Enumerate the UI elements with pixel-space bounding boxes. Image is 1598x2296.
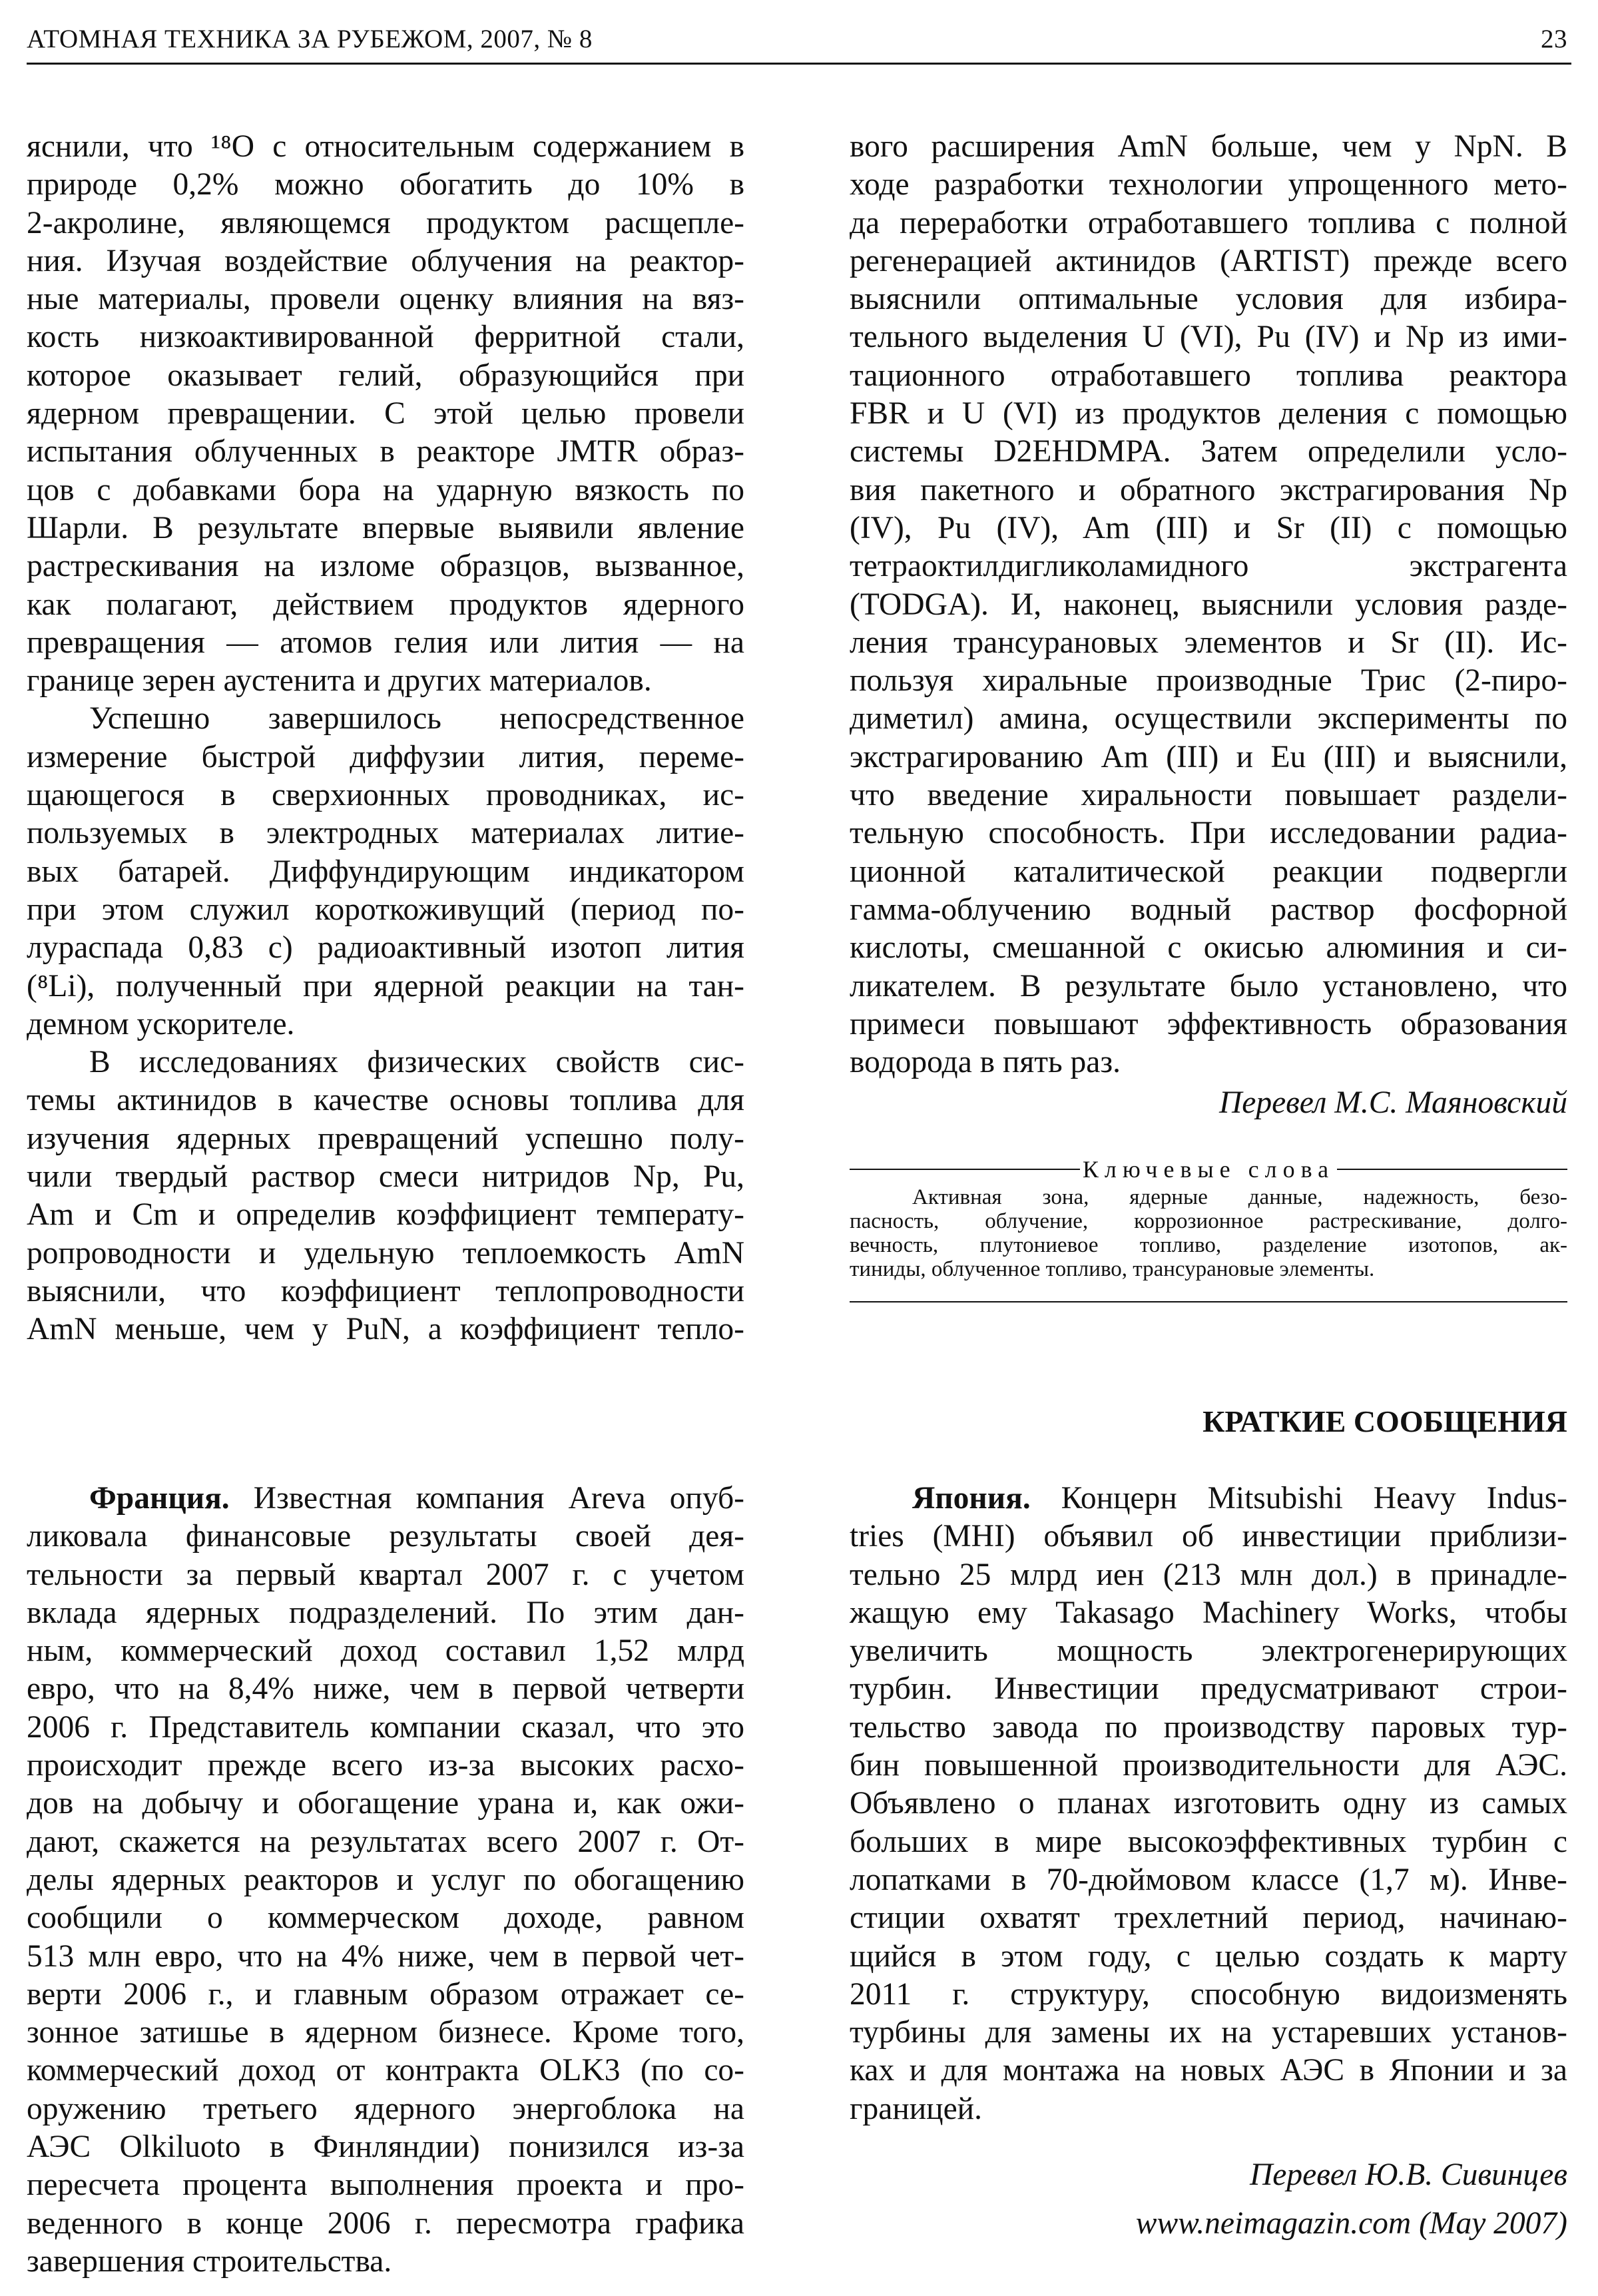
text-line: [850, 1480, 1567, 1518]
text-line: лураспада 0,83 с) радиоактивный изотоп лития: [27, 930, 744, 966]
article-column-right: [850, 128, 1567, 1123]
text-line: ликовала финансовые результаты своей дея-: [27, 1519, 744, 1554]
text-line: яснили, что ¹⁸О с относительным содержанием в: [27, 129, 744, 164]
text-line: растрескивания на изломе образцов, вызванное,: [27, 549, 744, 584]
text-line: экстрагированию Am (III) и Eu (III) и выяснили,: [850, 739, 1567, 774]
keywords-text: [850, 1185, 1567, 1281]
source-link[interactable]: www.neimagazin.com (May 2007): [1135, 2206, 1567, 2241]
text-line: ционной каталитической реакции подвергли: [850, 854, 1567, 889]
text-line: дают, скажется на результатах всего 2007 г. От-: [27, 1824, 744, 1859]
paragraph: [850, 1480, 1567, 2128]
text-line: увеличить мощность электрогенерирующих: [850, 1633, 1567, 1669]
text-line: [27, 1480, 744, 1518]
text-line: которое оказывает гелий, образующийся при: [27, 358, 744, 393]
news-japan: [850, 1480, 1567, 2243]
text-line: системы D2EHDMPA. Затем определили усло-: [850, 434, 1567, 469]
text-line: tries (MHI) объявил об инвестиции приблизи-: [850, 1519, 1567, 1554]
text-line: примеси повышают эффективность образования: [850, 1006, 1567, 1041]
text-line: ропроводности и удельную теплоемкость AmN: [27, 1235, 744, 1271]
text-line: (IV), Pu (IV), Am (III) и Sr (II) с помощью: [850, 510, 1567, 545]
text-line: 2006 г. Представитель компании сказал, что это: [27, 1709, 744, 1745]
text-line: тельно 25 млрд иен (213 млн дол.) в принадле-: [850, 1557, 1567, 1592]
text-line: ликателем. В результате было установлено, что: [850, 968, 1567, 1004]
text-line: тельную способность. При исследовании радиа-: [850, 816, 1567, 851]
text-line: вия пакетного и обратного экстрагирования Np: [850, 472, 1567, 507]
text-line: ядерном превращении. С этой целью провели: [27, 396, 744, 431]
header-rule: [27, 63, 1571, 65]
text-line: вечность, плутониевое топливо, разделение изотопов, ак-: [850, 1233, 1567, 1257]
keywords-rule: [850, 1301, 1567, 1302]
text-line: веденного в конце 2006 г. пересмотра графика: [27, 2205, 744, 2241]
text-line: регенерацией актинидов (ARTIST) прежде всего: [850, 243, 1567, 278]
keywords-box: [850, 1157, 1567, 1302]
text-line: превращения — атомов гелия или лития — на: [27, 625, 744, 660]
text-rest: Концерн Mitsubishi Heavy Indus-: [1030, 1481, 1567, 1516]
text-line: ходе разработки технологии упрощенного мето-: [850, 167, 1567, 202]
text-line: ния. Изучая воздействие облучения на реактор-: [27, 243, 744, 278]
text-line: пасность, облучение, коррозионное растрескивание, долго-: [850, 1209, 1567, 1233]
translator-credit: Перевел М.С. Маяновский: [1218, 1085, 1567, 1121]
text-line: выяснили, что коэффициент теплопроводности: [27, 1273, 744, 1308]
paragraph: [850, 128, 1567, 1081]
text-line: делы ядерных реакторов и услуг по обогащению: [27, 1862, 744, 1897]
text-line: изучения ядерных превращений успешно полу-: [27, 1121, 744, 1156]
text-line: измерение быстрой диффузии лития, переме-: [27, 739, 744, 774]
text-line: испытания облученных в реакторе JMTR образ-: [27, 434, 744, 469]
text-line: AmN меньше, чем у PuN, а коэффициент тепло-: [27, 1312, 744, 1347]
text-line: бин повышенной производительности для АЭС.: [850, 1748, 1567, 1783]
text-line: кислоты, смешанной с окисью алюминия и си-: [850, 930, 1567, 966]
text-line: АЭС Olkiluoto в Финляндии) понизился из-за: [27, 2130, 744, 2165]
text-line: лопатками в 70-дюймовом классе (1,7 м). Инве-: [850, 1862, 1567, 1897]
text-line: темы актинидов в качестве основы топлива для: [27, 1083, 744, 1118]
text-line: границе зерен аустенита и других материалов.: [27, 663, 652, 699]
text-line: (⁸Li), полученный при ядерной реакции на тан-: [27, 968, 744, 1004]
text-line: сообщили о коммерческом доходе, равном: [27, 1900, 744, 1936]
text-line: гамма-облучению водный раствор фосфорной: [850, 892, 1567, 927]
text-line: кость низкоактивированной ферритной стали,: [27, 320, 744, 355]
text-line: щающегося в сверхионных проводниках, ис-: [27, 778, 744, 813]
section-title: КРАТКИЕ СООБЩЕНИЯ: [1202, 1404, 1567, 1438]
text-line: диметил) амина, осуществили эксперименты по: [850, 701, 1567, 736]
text-line: пересчета процента выполнения проекта и про-: [27, 2167, 744, 2203]
text-line: тетраоктилдигликоламидного экстрагента: [850, 549, 1567, 584]
text-line: (TODGA). И, наконец, выяснили условия разде-: [850, 587, 1567, 622]
paragraph: [27, 700, 744, 1043]
text-line: тельного выделения U (VI), Pu (IV) и Np из ими-: [850, 320, 1567, 355]
text-line: чили твердый раствор смеси нитридов Np, Pu,: [27, 1159, 744, 1195]
text-line: выяснили оптимальные условия для избира-: [850, 282, 1567, 317]
keywords-title: Ключевые слова: [1082, 1156, 1335, 1183]
text-line: да переработки отработавшего топлива с полной: [850, 205, 1567, 240]
text-line: зонное затишье в ядерном бизнесе. Кроме того,: [27, 2015, 744, 2050]
translator-credit: Перевел Ю.В. Сивинцев: [1250, 2157, 1567, 2193]
text-line: щийся в этом году, с целью создать к марту: [850, 1938, 1567, 1974]
text-line: FBR и U (VI) из продуктов деления с помощью: [850, 396, 1567, 431]
text-line: ления трансурановых элементов и Sr (II). Ис-: [850, 625, 1567, 660]
text-line: турбины для замены их на устаревших установ-: [850, 2015, 1567, 2050]
journal-header: АТОМНАЯ ТЕХНИКА ЗА РУБЕЖОМ, 2007, № 8: [27, 25, 593, 53]
text-line: 2011 г. структуру, способную видоизменять: [850, 1976, 1567, 2012]
text-line: демном ускорителе.: [27, 1006, 295, 1041]
text-line: вклада ядерных подразделений. По этим дан-: [27, 1595, 744, 1630]
article-column-left: [27, 128, 744, 1349]
text-line: Объявлено о планах изготовить одну из самых: [850, 1786, 1567, 1821]
text-line: пользуя хиральные производные Трис (2-пиро-: [850, 663, 1567, 699]
text-line: ным, коммерческий доход составил 1,52 млрд: [27, 1633, 744, 1669]
text-line: природе 0,2% можно обогатить до 10% в: [27, 167, 744, 202]
text-line: тельности за первый квартал 2007 г. с учетом: [27, 1557, 744, 1592]
page-number: 23: [1541, 25, 1567, 53]
lead-country: Япония.: [912, 1481, 1031, 1516]
text-line: тационного отработавшего топлива реактора: [850, 358, 1567, 393]
text-line: 2-акролине, являющемся продуктом расщепле-: [27, 205, 744, 240]
text-line: Активная зона, ядерные данные, надежность, безо-: [912, 1185, 1567, 1209]
paragraph: [27, 128, 744, 700]
text-line: жащую ему Takasago Machinery Works, чтобы: [850, 1595, 1567, 1630]
lead-country: Франция.: [89, 1481, 230, 1516]
text-line: Шарли. В результате впервые выявили явление: [27, 510, 744, 545]
text-line: вого расширения AmN больше, чем у NpN. В: [850, 129, 1567, 164]
text-line: что введение хиральности повышает раздели-: [850, 778, 1567, 813]
text-line: цов с добавками бора на ударную вязкость по: [27, 472, 744, 507]
paragraph: [27, 1043, 744, 1348]
text-line: границей.: [850, 2091, 982, 2126]
text-line: Am и Cm и определив коэффициент температу-: [27, 1197, 744, 1233]
paragraph: [27, 1480, 744, 2281]
text-line: больших в мире высокоэффективных турбин с: [850, 1824, 1567, 1859]
text-line: вых батарей. Диффундирующим индикатором: [27, 854, 744, 889]
text-line: стиции охватят трехлетний период, начинаю-: [850, 1900, 1567, 1936]
text-line: пользуемых в электродных материалах литие-: [27, 816, 744, 851]
text-line: завершения строительства.: [27, 2243, 392, 2279]
text-line: как полагают, действием продуктов ядерного: [27, 587, 744, 622]
text-line: верти 2006 г., и главным образом отражает се-: [27, 1976, 744, 2012]
text-line: коммерческий доход от контракта OLK3 (по со-: [27, 2053, 744, 2088]
text-rest: Известная компания Areva опуб-: [229, 1481, 744, 1516]
text-line: оружению третьего ядерного энергоблока на: [27, 2091, 744, 2126]
text-line: дов на добычу и обогащение урана и, как ожи-: [27, 1786, 744, 1821]
text-line: водорода в пять раз.: [850, 1045, 1121, 1080]
news-france: [27, 1480, 744, 2281]
text-line: происходит прежде всего из-за высоких расхо-: [27, 1748, 744, 1783]
text-line: при этом служил короткоживущий (период по-: [27, 892, 744, 927]
text-line: евро, что на 8,4% ниже, чем в первой четверти: [27, 1671, 744, 1707]
text-line: тельство завода по производству паровых тур-: [850, 1709, 1567, 1745]
text-line: ках и для монтажа на новых АЭС в Японии и за: [850, 2053, 1567, 2088]
text-line: Успешно завершилось непосредственное: [89, 701, 744, 736]
text-line: тиниды, облученное топливо, трансурановые элементы.: [850, 1257, 1375, 1281]
text-line: 513 млн евро, что на 4% ниже, чем в первой чет-: [27, 1938, 744, 1974]
text-line: В исследованиях физических свойств сис-: [89, 1045, 744, 1080]
text-line: ные материалы, провели оценку влияния на вяз-: [27, 282, 744, 317]
text-line: турбин. Инвестиции предусматривают строи-: [850, 1671, 1567, 1707]
